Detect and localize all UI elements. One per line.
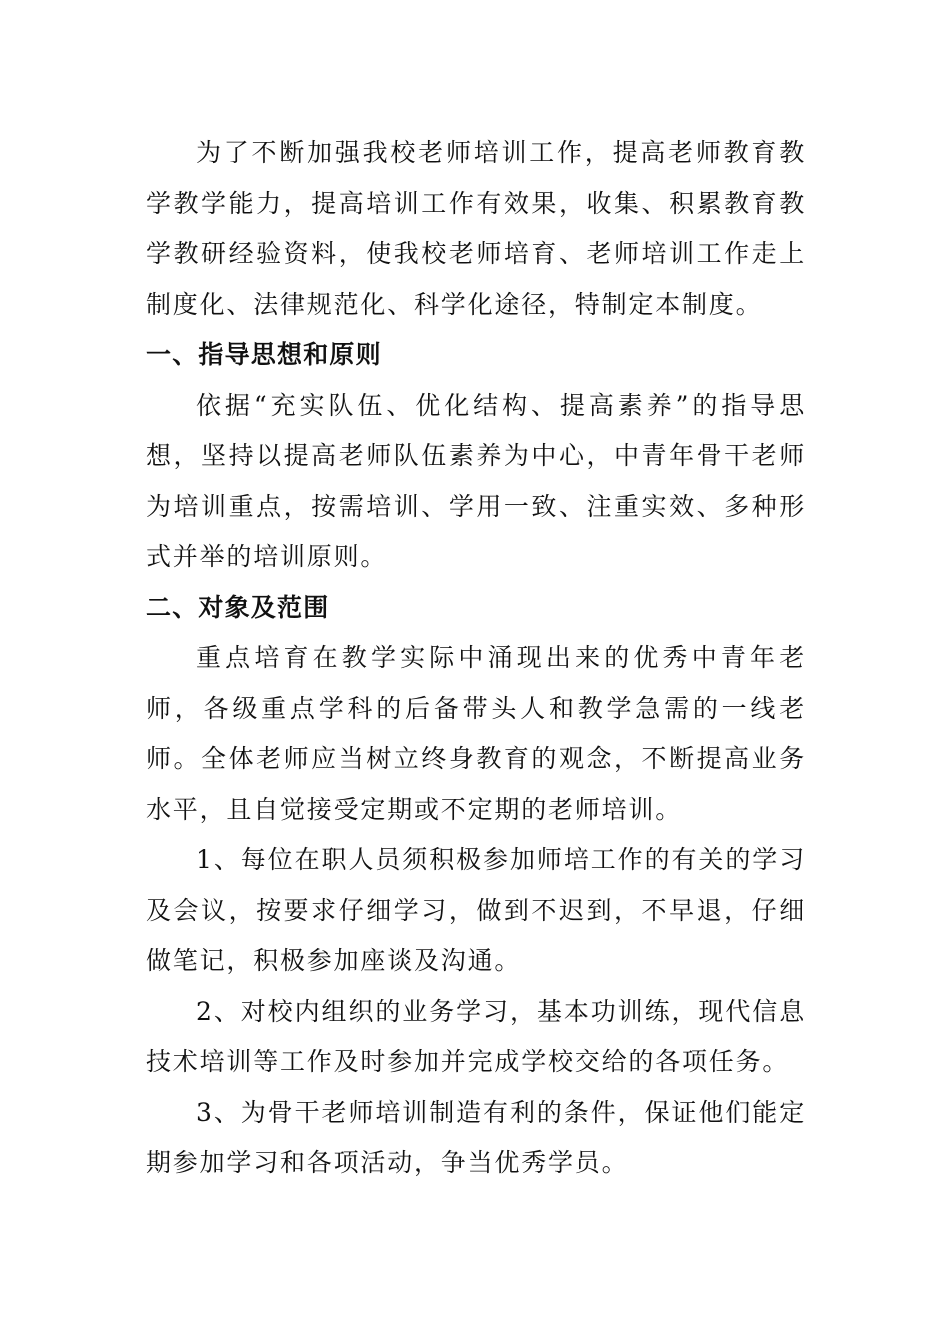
- guiding-principles-paragraph: 依据“充实队伍、优化结构、提高素养”的指导思想，坚持以提高老师队伍素养为中心，中青年骨干老师为培训重点，按需培训、学用一致、注重实效、多种形式并举的培训原则。: [146, 390, 806, 571]
- list-item: 2、对校内组织的业务学习，基本功训练，现代信息技术培训等工作及时参加并完成学校交给的各项任务。: [146, 996, 806, 1076]
- list-item: 1、每位在职人员须积极参加师培工作的有关的学习及会议，按要求仔细学习，做到不迟到，不早退，仔细做笔记，积极参加座谈及沟通。: [146, 845, 806, 975]
- list-item: 3、为骨干老师培训制造有利的条件，保证他们能定期参加学习和各项活动，争当优秀学员。: [146, 1097, 806, 1177]
- document-body: [146, 128, 806, 1189]
- intro-paragraph: 为了不断加强我校老师培训工作，提高老师教育教学教学能力，提高培训工作有效果，收集、积累教育教学教研经验资料，使我校老师培育、老师培训工作走上制度化、法律规范化、科学化途径，特制定本制度。: [146, 138, 806, 319]
- scope-paragraph: 重点培育在教学实际中涌现出来的优秀中青年老师，各级重点学科的后备带头人和教学急需的一线老师。全体老师应当树立终身教育的观念，不断提高业务水平，且自觉接受定期或不定期的老师培训。: [146, 643, 806, 824]
- section-heading-guiding-principles: 一、指导思想和原则: [146, 340, 382, 369]
- section-heading-scope: 二、对象及范围: [146, 592, 330, 622]
